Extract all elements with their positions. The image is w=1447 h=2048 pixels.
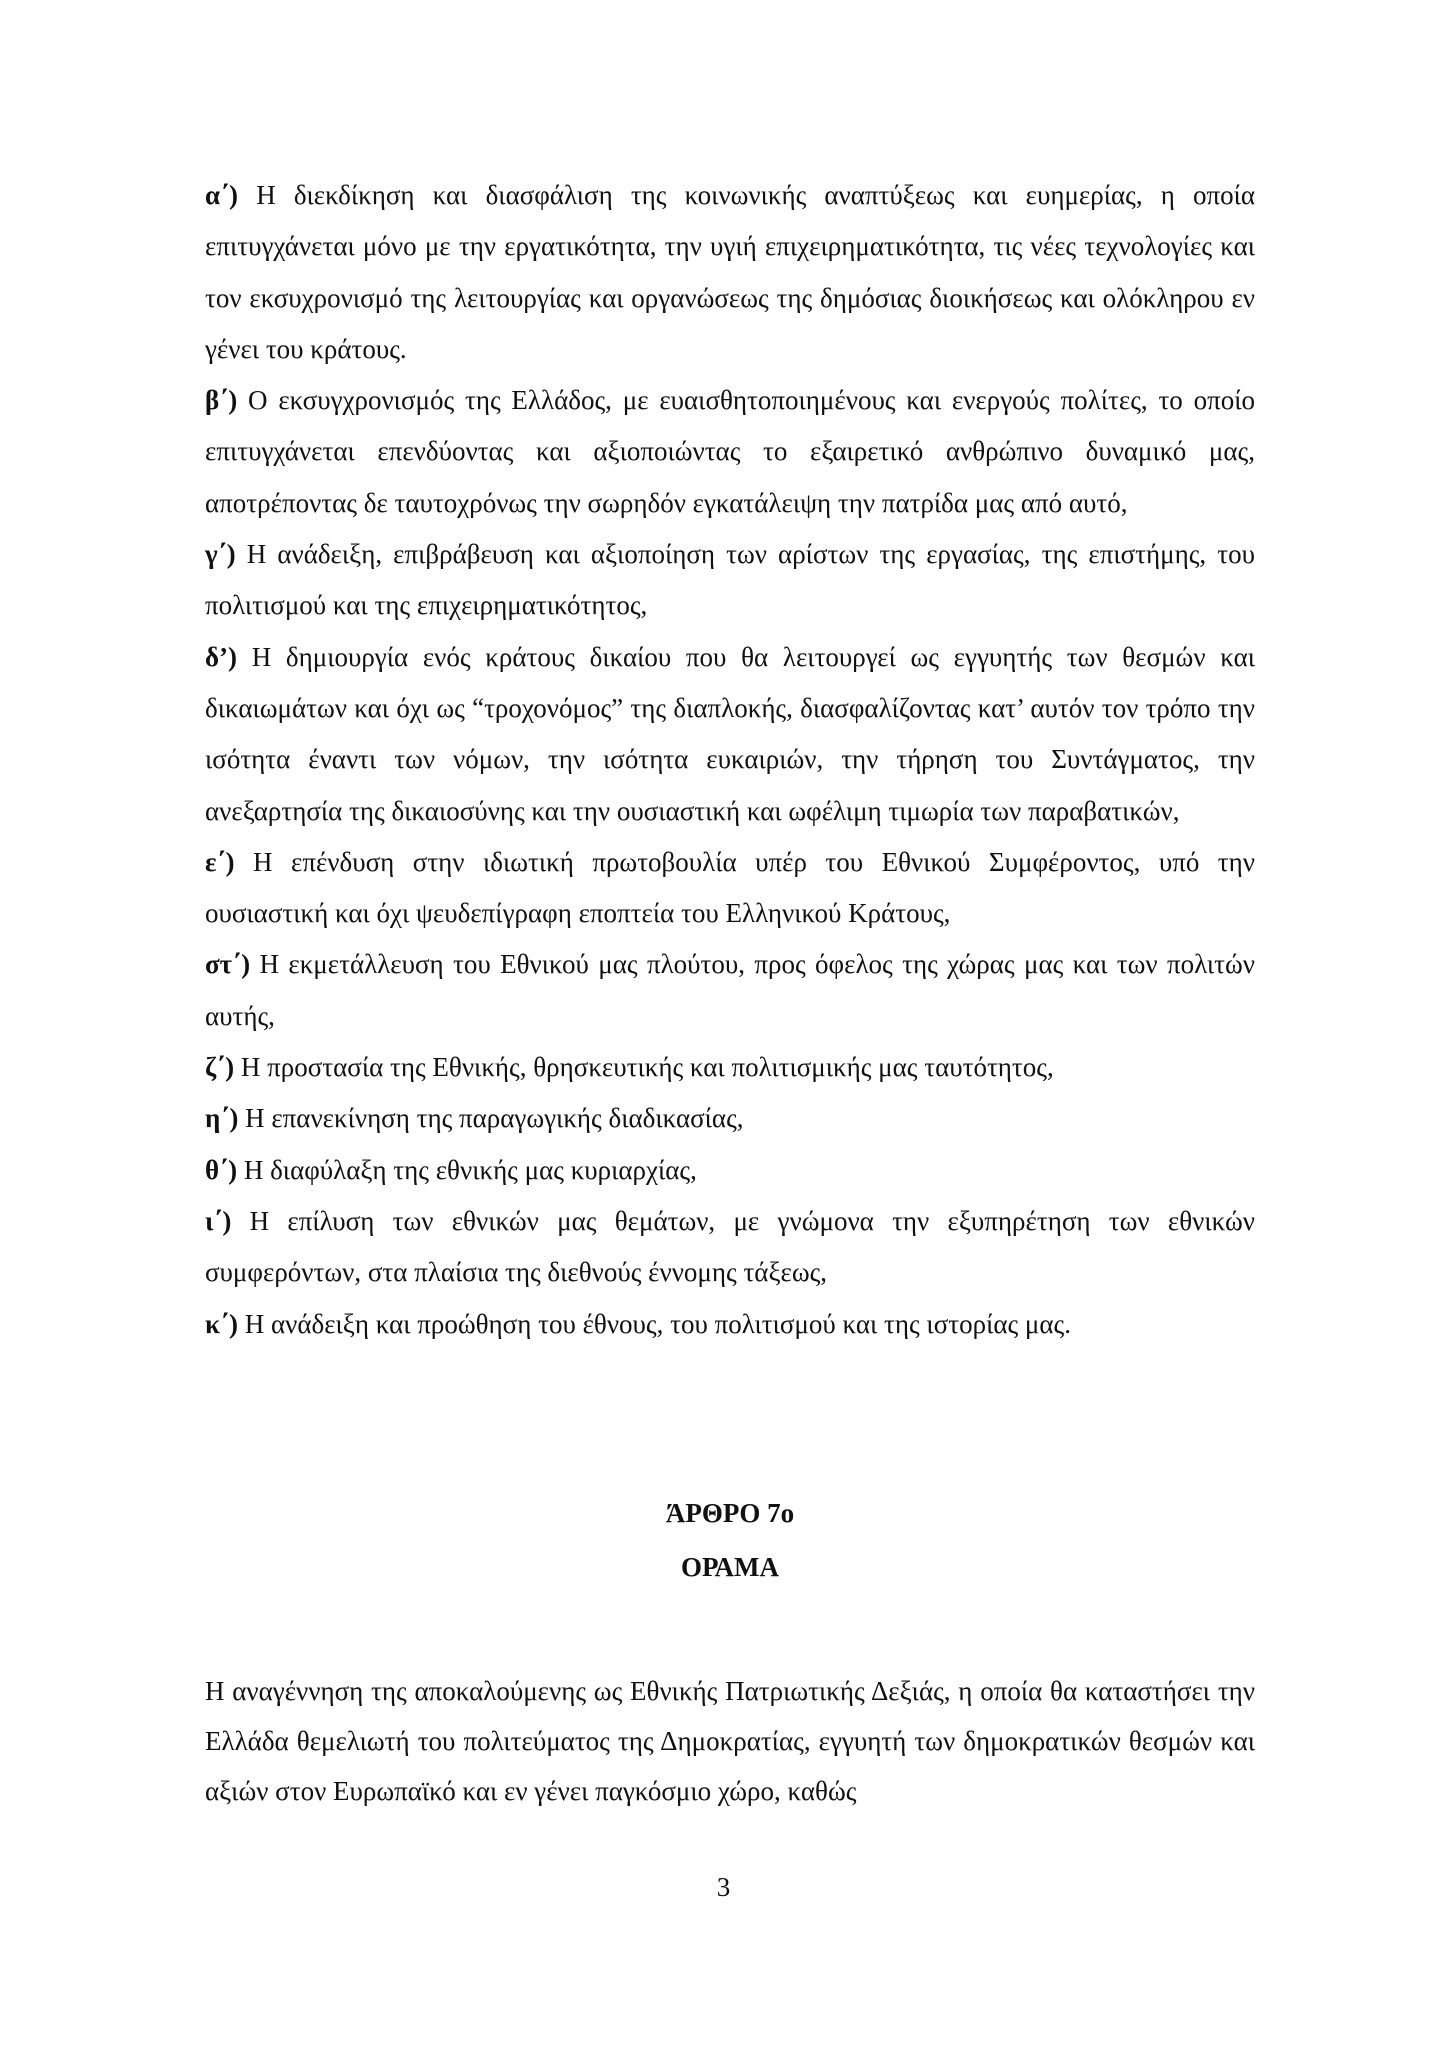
item-text: Η εκμετάλλευση του Εθνικού μας πλούτου, προς όφελος της χώρας μας και των πολιτών αυτής, [205, 949, 1255, 1031]
item-marker: η΄) [205, 1103, 239, 1134]
item-text: Η προστασία της Εθνικής, θρησκευτικής και πολιτισμικής μας ταυτότητος, [234, 1052, 1054, 1083]
list-item [205, 837, 1255, 940]
list-item [205, 1093, 1255, 1144]
article-number: ΆΡΘΡΟ 7ο [665, 1498, 795, 1528]
item-text: Η δημιουργία ενός κράτους δικαίου που θα λειτουργεί ως εγγυητής των θεσμών και δικαιωμάτων και όχι ως “τροχονόμος” της διαπλοκής, διασφαλίζοντας κατ’ αυτόν τον τρόπο την ισότητα έναντι των νόμων, την ισότητα ευκαιριών, την τήρηση του Συντάγματος, την ανεξαρτησία της δικαιοσύνης και την ουσιαστική και ωφέλιμη τιμωρία των παραβατικών, [205, 641, 1255, 826]
list-item [205, 1042, 1255, 1093]
list-item [205, 170, 1255, 375]
item-marker: β΄) [205, 385, 238, 416]
item-marker: στ΄) [205, 949, 251, 980]
item-text: Η επανεκίνηση της παραγωγικής διαδικασίας, [238, 1103, 744, 1134]
item-marker: ζ΄) [205, 1052, 235, 1083]
item-text: Η διεκδίκηση και διασφάλιση της κοινωνικής αναπτύξεως και ευημερίας, η οποία επιτυγχάνεται μόνο με την εργατικότητα, την υγιή επιχειρηματικότητα, τις νέες τεχνολογίες και τον εκσυχρονισμό της λειτουργίας και οργανώσεως της δημόσιας διοικήσεως και ολόκληρου εν γένει του κράτους. [205, 180, 1255, 364]
list-item [205, 529, 1255, 632]
list-item [205, 1145, 1255, 1196]
list-item [205, 939, 1255, 1042]
item-marker: γ΄) [205, 539, 236, 570]
item-marker: ε΄) [205, 846, 235, 877]
item-text: Η ανάδειξη, επιβράβευση και αξιοποίηση των αρίστων της εργασίας, της επιστήμης, του πολιτισμού και της επιχειρηματικότητος, [205, 539, 1255, 621]
article-title: ΟΡΑΜΑ [680, 1552, 779, 1582]
goals-list [205, 170, 1255, 1350]
list-item [205, 375, 1255, 529]
vision-paragraph: Η αναγέννηση της αποκαλούμενης ως Εθνικής Πατριωτικής Δεξιάς, η οποία θα καταστήσει την Ελλάδα θεμελιωτή του πολιτεύματος της Δημοκρατίας, εγγυητή των δημοκρατικών θεσμών και αξιών στον Ευρωπαϊκό και εν γένει παγκόσμιο χώρο, καθώς [205, 1676, 1255, 1806]
list-item [205, 632, 1255, 837]
item-marker: θ΄) [205, 1154, 238, 1185]
item-marker: δ’) [205, 641, 237, 672]
item-marker: ι΄) [205, 1205, 232, 1236]
item-marker: κ΄) [205, 1308, 238, 1339]
item-text: Η επένδυση στην ιδιωτική πρωτοβουλία υπέρ του Εθνικού Συμφέροντος, υπό την ουσιαστική και όχι ψευδεπίγραφη εποπτεία του Ελληνικού Κράτους, [205, 846, 1255, 929]
list-item [205, 1299, 1255, 1350]
article-heading [205, 1486, 1255, 1594]
page-number: 3 [716, 1872, 731, 1902]
item-text: Ο εκσυγχρονισμός της Ελλάδος, με ευαισθητοποιημένους και ενεργούς πολίτες, το οποίο επιτυγχάνεται επενδύοντας και αξιοποιώντας το εξαιρετικό ανθρώπινο δυναμικό μας, αποτρέποντας δε ταυτοχρόνως την σωρηδόν εγκατάλειψη την πατρίδα μας από αυτό, [205, 385, 1255, 518]
item-text: Η διαφύλαξη της εθνικής μας κυριαρχίας, [237, 1154, 697, 1185]
list-item [205, 1196, 1255, 1299]
item-marker: α΄) [205, 180, 239, 210]
item-text: Η ανάδειξη και προώθηση του έθνους, του πολιτισμού και της ιστορίας μας. [237, 1308, 1071, 1339]
item-text: Η επίλυση των εθνικών μας θεμάτων, με γνώμονα την εξυπηρέτηση των εθνικών συμφερόντων, στα πλαίσια της διεθνούς έννομης τάξεως, [205, 1205, 1255, 1288]
